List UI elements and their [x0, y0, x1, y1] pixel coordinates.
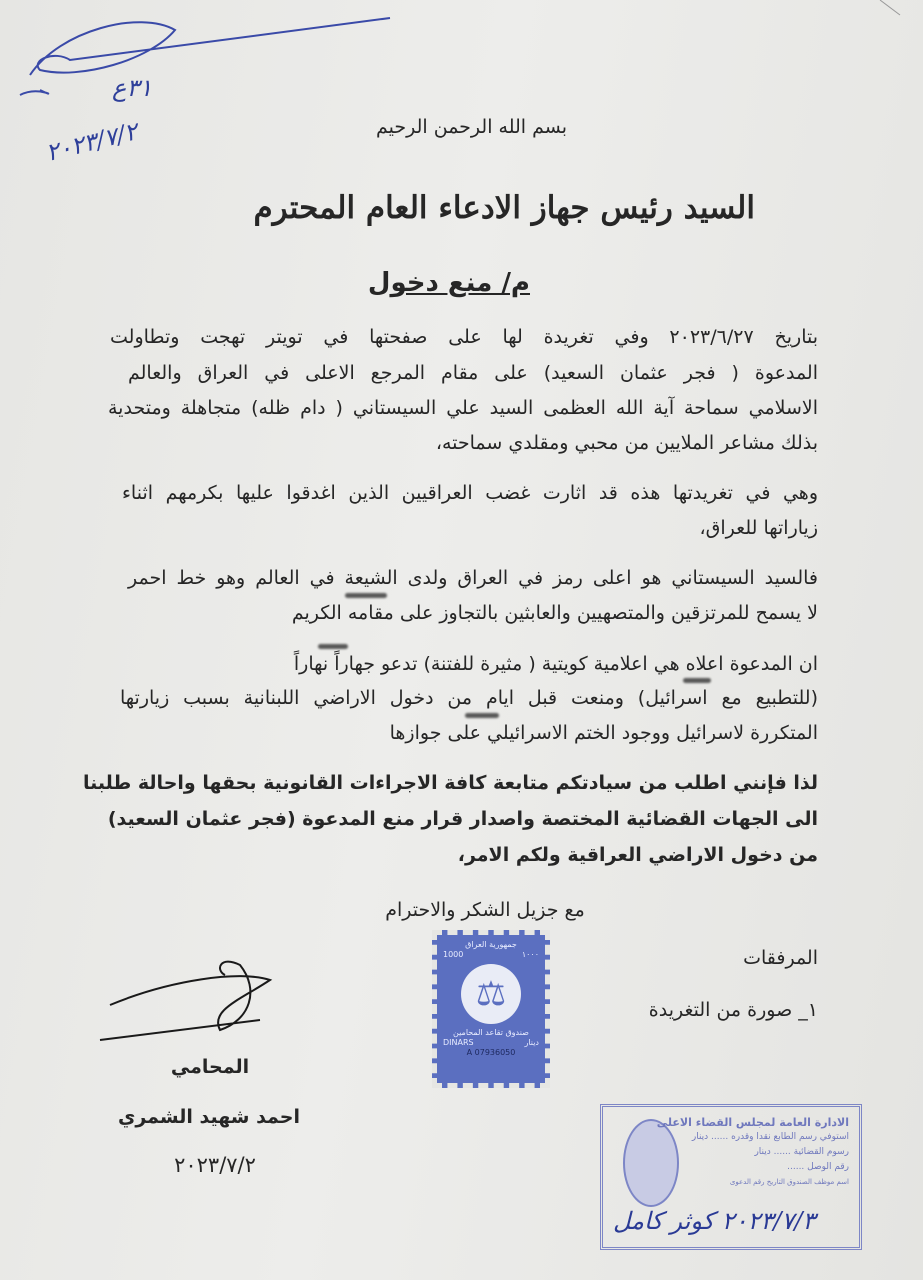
stamp-value-arabic: ١٠٠٠ — [521, 950, 539, 959]
stamp-value-latin: 1000 — [443, 950, 464, 959]
handwritten-receipt-note: ٢٠٢٣/٧/٣ كوثر كامل — [613, 1207, 816, 1235]
body-line: زياراتها للعراق، — [699, 517, 818, 539]
body-line: فالسيد السيستاني هو اعلى رمز في العراق ولدى الشيعة في العالم وهو خط احمر — [128, 567, 818, 589]
signature-icon — [90, 950, 300, 1050]
court-stamp-line: استوفي رسم الطابع نقدا وقدره ...... دينار — [691, 1132, 849, 1142]
signer-name: احمد شهيد الشمري — [117, 1106, 300, 1128]
stamp-serial: A 07936050 — [466, 1048, 516, 1057]
body-line: لا يسمح للمرتزقين والمتصهيين والعابثين بالتجاوز على مقامه الكريم — [291, 602, 818, 624]
revenue-stamp — [432, 930, 550, 1088]
stamp-currency-ar: دينار — [524, 1038, 539, 1047]
redaction-mark — [683, 678, 711, 683]
redaction-mark — [345, 593, 387, 598]
redaction-mark — [318, 644, 348, 649]
body-line: بتاريخ ٢٠٢٣/٦/٢٧ وفي تغريدة لها على صفحتها في تويتر تهجت وتطاولت — [110, 326, 819, 348]
attachment-item: ١_ صورة من التغريدة — [648, 999, 818, 1021]
court-stamp-title: الادارة العامة لمجلس القضاء الاعلى — [656, 1116, 849, 1129]
body-line: المتكررة لاسرائيل ووجود الختم الاسرائيلي على جوازها — [389, 722, 818, 744]
court-fee-stamp — [600, 1104, 862, 1250]
body-line: بذلك مشاعر الملايين من محبي ومقلدي سماحته، — [435, 432, 818, 454]
body-line: ان المدعوة اعلاه هي اعلامية كويتية ( مثيرة للفتنة) تدعو جهاراً نهاراً — [293, 653, 818, 675]
stamp-currency-en: DINARS — [443, 1038, 474, 1047]
scales-of-justice-icon: ⚖ — [461, 964, 521, 1024]
handwritten-note: ٣١ع — [112, 74, 153, 102]
request-line: الى الجهات القضائية المختصة واصدار قرار منع المدعوة (فجر عثمان السعيد) — [107, 808, 818, 830]
handwritten-date: ٢٠٢٣/٧/٢ — [43, 117, 141, 167]
addressee-heading: السيد رئيس جهاز الادعاء العام المحترم — [253, 190, 755, 226]
request-line: لذا فإنني اطلب من سيادتكم متابعة كافة الاجراءات القانونية بحقها واحالة طلبنا — [82, 772, 818, 794]
stamp-issuer: صندوق تقاعد المحامين — [453, 1028, 529, 1037]
body-line: الاسلامي سماحة آية الله العظمى السيد علي السيستاني ( دام ظله) متجاهلة ومتحدية — [108, 397, 818, 419]
subject-line: م/ منع دخول — [367, 268, 530, 298]
signature-date: ٢٠٢٣/٧/٢ — [174, 1153, 256, 1177]
body-line: وهي في تغريدتها هذه قد اثارت غضب العراقيين الذين اغدقوا عليها بكرمهم اثناء — [122, 482, 818, 504]
body-line: المدعوة ( فجر عثمان السعيد) على مقام المرجع الاعلى في العراق والعالم — [128, 362, 818, 384]
court-stamp-line: رسوم القضائية ...... دينار — [754, 1147, 849, 1157]
court-stamp-line: رقم الوصل ...... — [787, 1162, 849, 1172]
signer-title: المحامي — [170, 1056, 250, 1078]
court-stamp-line: اسم موظف الصندوق التاريخ رقم الدعوى — [729, 1178, 849, 1186]
closing-line: مع جزيل الشكر والاحترام — [385, 899, 585, 921]
stamp-country: جمهورية العراق — [465, 940, 517, 949]
attachments-label: المرفقات — [743, 947, 818, 969]
stamp-emblem-icon — [623, 1119, 679, 1207]
redaction-mark — [465, 713, 499, 718]
basmala: بسم الله الرحمن الرحيم — [376, 116, 567, 138]
request-line: من دخول الاراضي العراقية ولكم الامر، — [457, 844, 818, 866]
body-line: (للتطبيع مع اسرائيل) ومنعت قبل ايام من دخول الاراضي اللبنانية بسبب زيارتها — [120, 687, 818, 709]
